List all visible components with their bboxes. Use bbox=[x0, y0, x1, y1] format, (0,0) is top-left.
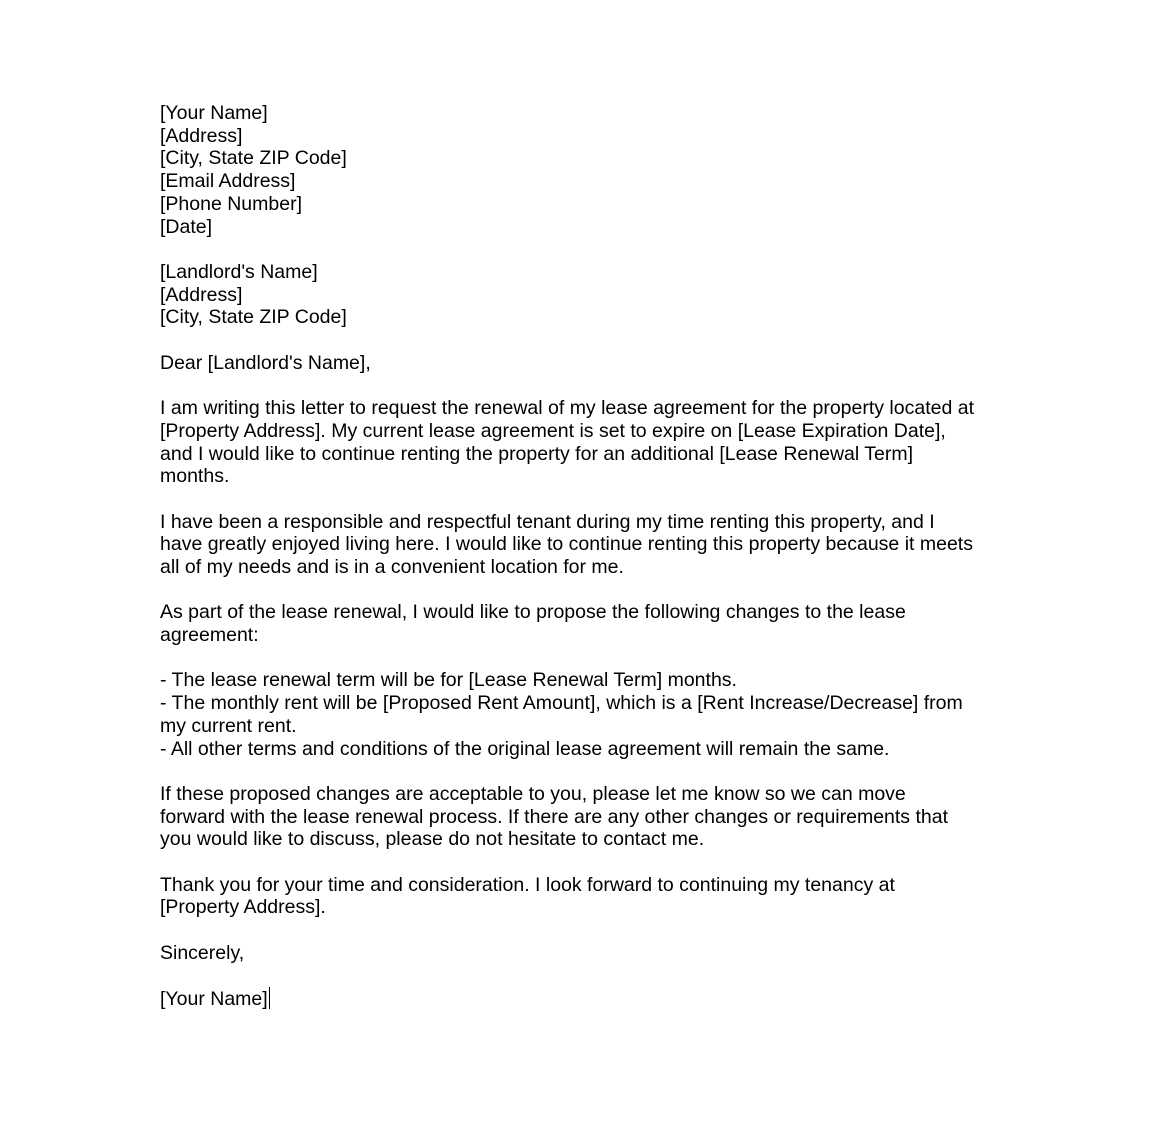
paragraph-line: have greatly enjoyed living here. I would like to continue renting this property because it meets bbox=[160, 533, 973, 556]
list-item: - The monthly rent will be [Proposed Rent Amount], which is a [Rent Increase/Decrease] from bbox=[160, 692, 963, 715]
signature-name: [Your Name] bbox=[160, 988, 268, 1011]
paragraph-line: agreement: bbox=[160, 624, 259, 647]
paragraph-line: Thank you for your time and consideration. I look forward to continuing my tenancy at bbox=[160, 873, 895, 896]
list-item: my current rent. bbox=[160, 714, 297, 737]
letter-body[interactable] bbox=[160, 102, 1000, 1011]
paragraph-request bbox=[160, 397, 1000, 488]
recipient-name: [Landlord's Name] bbox=[160, 260, 318, 283]
sender-block bbox=[160, 102, 1000, 238]
paragraph-line: all of my needs and is in a convenient location for me. bbox=[160, 556, 624, 578]
blank-line bbox=[160, 579, 1000, 602]
paragraph-thanks bbox=[160, 874, 1000, 919]
paragraph-line: and I would like to continue renting the property for an additional [Lease Renewal Term] bbox=[160, 442, 914, 465]
blank-line bbox=[160, 647, 1000, 670]
blank-line bbox=[160, 329, 1000, 352]
sender-address: [Address] bbox=[160, 124, 243, 147]
paragraph-line: months. bbox=[160, 465, 230, 488]
recipient-block bbox=[160, 261, 1000, 329]
sender-email: [Email Address] bbox=[160, 170, 296, 193]
paragraph-line: As part of the lease renewal, I would like to propose the following changes to the lease bbox=[160, 601, 906, 624]
paragraph-acceptance bbox=[160, 783, 1000, 851]
blank-line bbox=[160, 760, 1000, 783]
blank-line bbox=[160, 238, 1000, 261]
paragraph-proposal-intro bbox=[160, 601, 1000, 646]
blank-line bbox=[160, 374, 1000, 397]
paragraph-line: forward with the lease renewal process. If there are any other changes or requirements that bbox=[160, 805, 948, 828]
proposed-changes-list bbox=[160, 669, 1000, 760]
paragraph-line: I am writing this letter to request the renewal of my lease agreement for the property located at bbox=[160, 397, 974, 420]
signature-line bbox=[160, 987, 1000, 1011]
paragraph-line: [Property Address]. My current lease agreement is set to expire on [Lease Expiration Date], bbox=[160, 419, 946, 442]
blank-line bbox=[160, 965, 1000, 988]
sender-phone: [Phone Number] bbox=[160, 192, 302, 215]
paragraph-line: I have been a responsible and respectful tenant during my time renting this property, and I bbox=[160, 510, 935, 533]
paragraph-line: [Property Address]. bbox=[160, 896, 326, 919]
list-item: - The lease renewal term will be for [Lease Renewal Term] months. bbox=[160, 669, 737, 692]
sender-name: [Your Name] bbox=[160, 102, 268, 124]
paragraph-line: If these proposed changes are acceptable to you, please let me know so we can move bbox=[160, 782, 906, 805]
salutation: Dear [Landlord's Name], bbox=[160, 351, 371, 374]
blank-line bbox=[160, 851, 1000, 874]
blank-line bbox=[160, 919, 1000, 942]
list-item: - All other terms and conditions of the original lease agreement will remain the same. bbox=[160, 737, 890, 760]
blank-line bbox=[160, 488, 1000, 511]
recipient-address: [Address] bbox=[160, 283, 243, 306]
sender-city-state-zip: [City, State ZIP Code] bbox=[160, 147, 347, 170]
paragraph-tenant-history bbox=[160, 511, 1000, 579]
closing: Sincerely, bbox=[160, 941, 245, 964]
recipient-city-state-zip: [City, State ZIP Code] bbox=[160, 306, 347, 329]
text-cursor bbox=[269, 987, 270, 1009]
paragraph-line: you would like to discuss, please do not hesitate to contact me. bbox=[160, 828, 705, 851]
letter-date: [Date] bbox=[160, 215, 213, 238]
